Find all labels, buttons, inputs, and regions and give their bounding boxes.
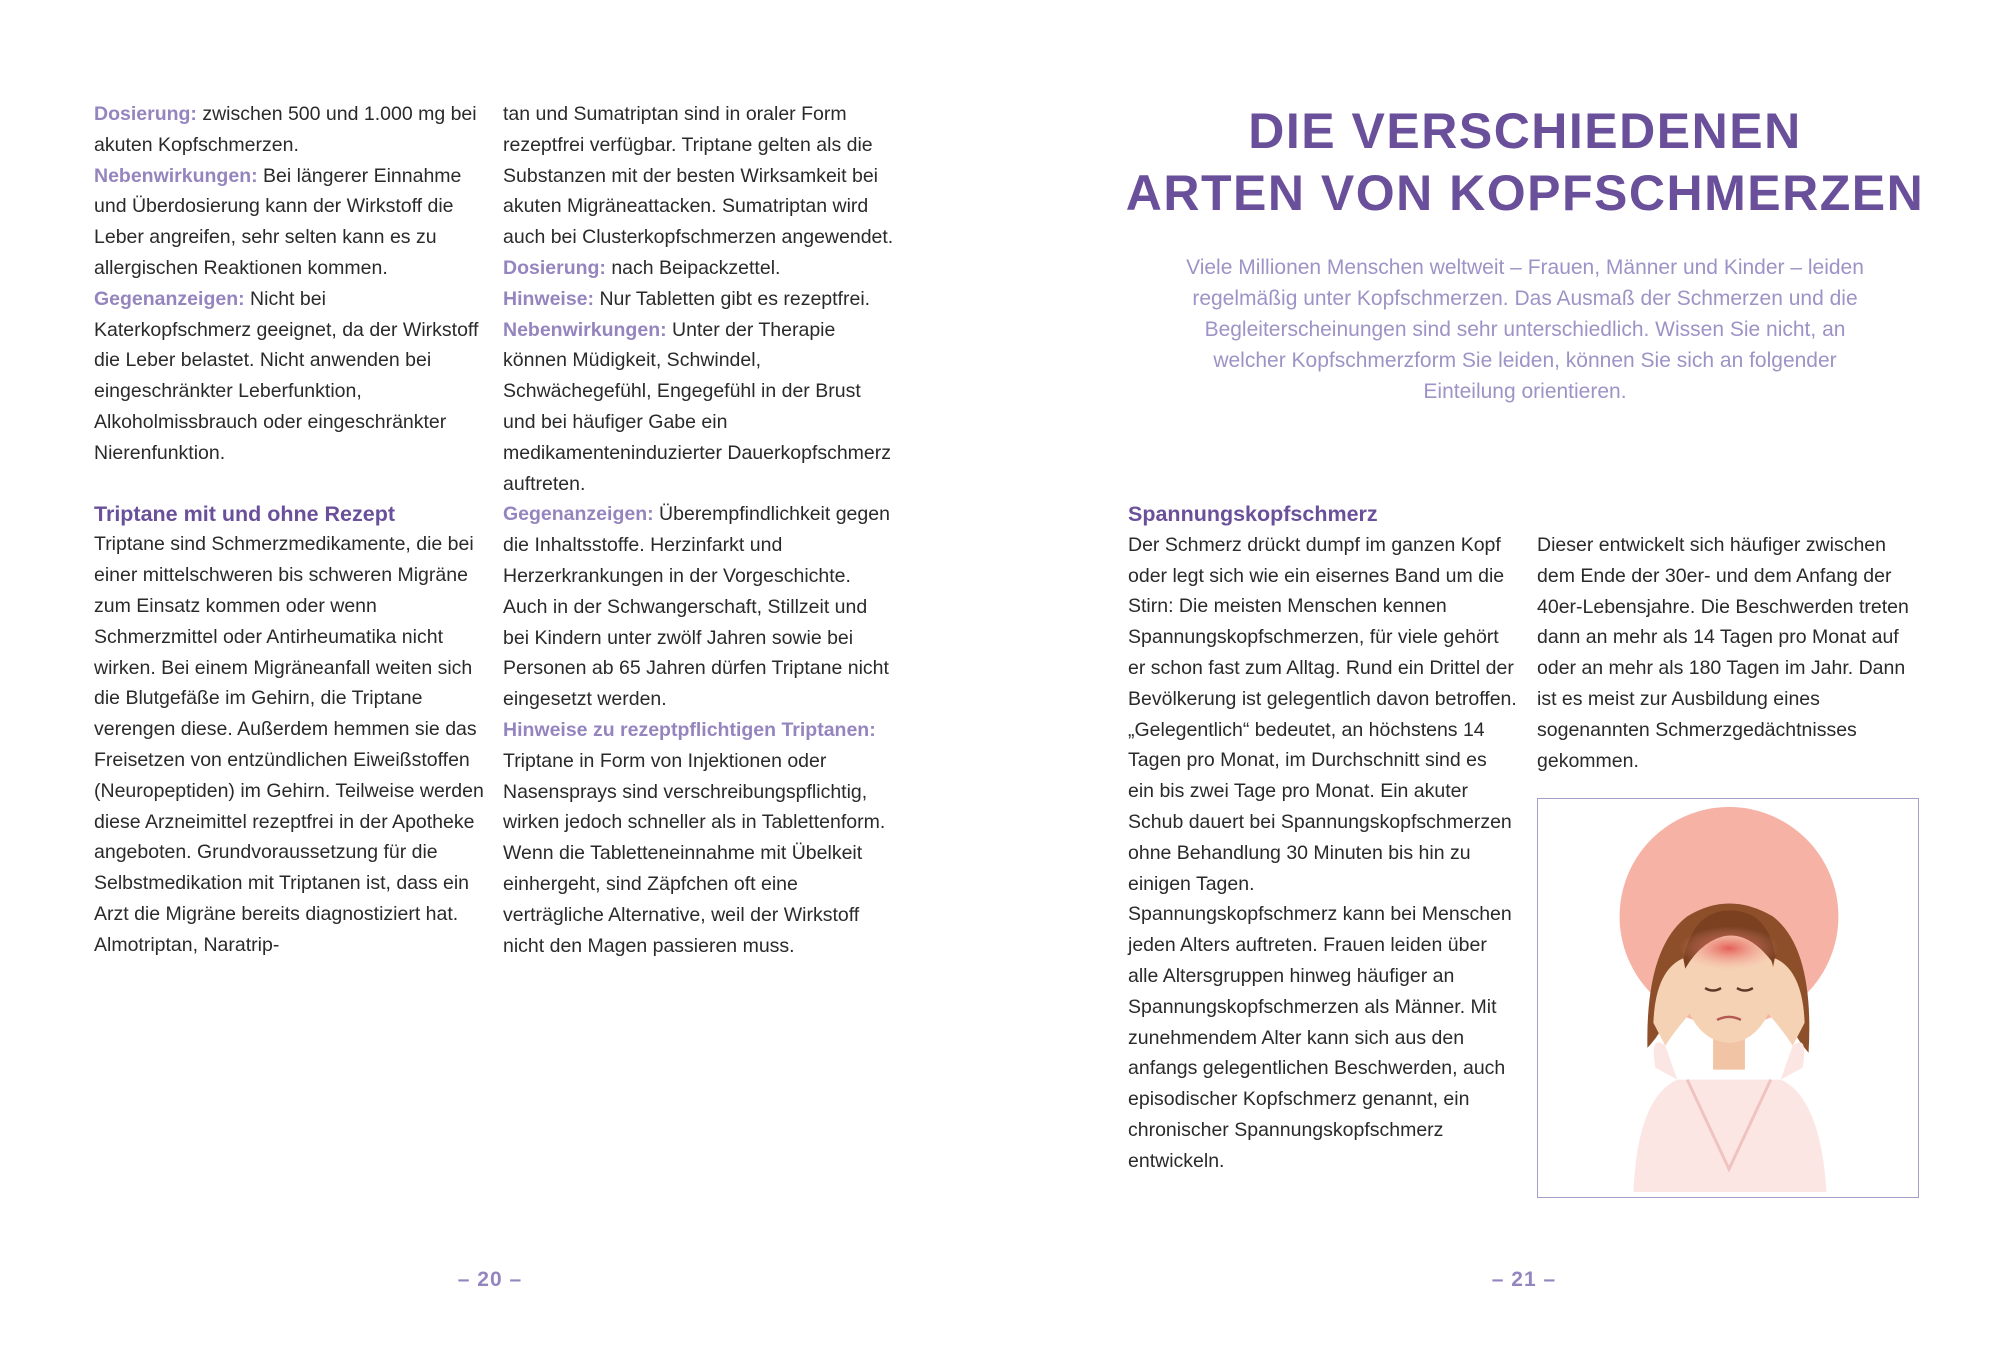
dosierung-paragraph-2	[503, 253, 895, 284]
dosierung-label: Dosierung:	[94, 103, 197, 125]
title-line-1: DIE VERSCHIEDENEN	[1248, 103, 1802, 159]
hinweise-rezeptpflichtig-label: Hinweise zu rezeptpflichtigen Triptanen:	[503, 718, 876, 741]
triptane-paragraph: Triptane sind Schmerzmedikamente, die bei einer mittelschweren bis schweren Migräne zum Einsatz kommen oder wenn Schmerzmittel oder Antirheumatika nicht wirken. Bei einem Migräneanfall weiten sich die Blutgefäße im Gehirn, die Triptane verengen diese. Außerdem hemmen sie das Freisetzen von entzündlichen Eiweißstoffen (Neuropeptiden) im Gehirn. Teilweise werden diese Arzneimittel rezeptfrei in der Apotheke angeboten. Grundvoraussetzung für die Selbstmedikation mit Triptanen ist, dass ein Arzt die Migräne bereits diagnostiziert hat. Almotriptan, Naratrip-	[94, 533, 484, 956]
left-column-1	[94, 99, 484, 961]
title-line-2: ARTEN VON KOPFSCHMERZEN	[1125, 165, 1925, 221]
page-number-right: – 21 –	[1491, 1268, 1557, 1291]
hinweise-text: Nur Tabletten gibt es rezeptfrei.	[594, 287, 871, 310]
hinweise-label: Hinweise:	[503, 287, 595, 310]
gegenanzeigen-label: Gegenanzeigen:	[94, 287, 245, 310]
gegenanzeigen-paragraph	[94, 284, 484, 469]
headache-woman-illustration	[1537, 798, 1919, 1198]
spannungskopfschmerz-heading: Spannungskopfschmerz	[1128, 502, 1378, 526]
gegenanzeigen-text-2: Überempfindlichkeit gegen die Inhaltsstoffe. Herzinfarkt und Herzerkrankungen in der Vorgeschichte. Auch in der Schwangerschaft, Stillzeit und bei Kindern unter zwölf Jahren sowie bei Personen ab 65 Jahren dürfen Triptane nicht eingesetzt werden.	[503, 503, 890, 711]
triptane-heading: Triptane mit und ohne Rezept	[94, 501, 396, 526]
spannungskopfschmerz-paragraph-1: Der Schmerz drückt dumpf im ganzen Kopf oder legt sich wie ein eisernes Band um die Stirn: Die meisten Menschen kennen Spannungskopfschmerzen, für viele gehört er schon fast zum Alltag. Rund ein Drittel der Bevölkerung ist gelegentlich davon betroffen. „Gelegentlich“ bedeutet, an höchstens 14 Tagen pro Monat, im Durchschnitt sind es ein bis zwei Tage pro Monat. Ein akuter Schub dauert bei Spannungskopfschmerzen ohne Behandlung 30 Minuten bis hin zu einigen Tagen.	[1128, 533, 1517, 895]
gegenanzeigen-text: Nicht bei Katerkopfschmerz geeignet, da der Wirkstoff die Leber belastet. Nicht anwenden bei eingeschränkter Leberfunktion, Alkoholmissbrauch oder eingeschränkter Nierenfunktion.	[94, 287, 479, 464]
nebenwirkungen-text-2: Unter der Therapie können Müdigkeit, Schwindel, Schwächegefühl, Engegefühl in der Brust und bei häufiger Gabe ein medikamenteninduzierter Dauerkopfschmerz auftreten.	[503, 318, 892, 495]
triptane-continued-paragraph: tan und Sumatriptan sind in oraler Form rezeptfrei verfügbar. Triptane gelten als die Substanzen mit der besten Wirksamkeit bei akuten Migräneattacken. Sumatriptan wird auch bei Clusterkopfschmerzen angewendet.	[503, 103, 894, 249]
gegenanzeigen-label-2: Gegenanzeigen:	[503, 503, 654, 526]
spannungskopfschmerz-paragraph-2: Spannungskopfschmerz kann bei Menschen jeden Alters auftreten. Frauen leiden über alle Altersgruppen hinweg häufiger an Spannungskopfschmerzen als Männer. Mit zunehmendem Alter kann sich aus den anfangs gelegentlichen Beschwerden, auch episodischer Kopfschmerz genannt, ein chronischer Spannungskopfschmerz entwickeln.	[1128, 903, 1512, 1172]
hinweise-rezeptpflichtig-paragraph	[503, 715, 895, 961]
nebenwirkungen-text: Bei längerer Einnahme und Überdosierung kann der Wirkstoff die Leber angreifen, sehr selten kann es zu allergischen Reaktionen kommen.	[94, 164, 462, 279]
intro-paragraph: Viele Millionen Menschen weltweit – Frauen, Männer und Kinder – leiden regelmäßig unter Kopfschmerzen. Das Ausmaß der Schmerzen und die Begleiterscheinungen sind sehr unterschiedlich. Wissen Sie nicht, an welcher Kopfschmerzform Sie leiden, können Sie sich an folgender Einteilung orientieren.	[1186, 256, 1864, 403]
nebenwirkungen-label: Nebenwirkungen:	[94, 164, 258, 187]
page-title	[1100, 100, 1950, 224]
nebenwirkungen-paragraph-2	[503, 315, 895, 500]
nebenwirkungen-paragraph	[94, 161, 484, 284]
nebenwirkungen-label-2: Nebenwirkungen:	[503, 318, 667, 341]
hinweise-rezeptpflichtig-text: Triptane in Form von Injektionen oder Nasensprays sind verschreibungspflichtig, wirken jedoch schneller als in Tablettenform. Wenn die Tabletteneinnahme mit Übelkeit einhergeht, sind Zäpfchen oft eine verträgliche Alternative, weil der Wirkstoff nicht den Magen passieren muss.	[503, 749, 886, 957]
hinweise-paragraph	[503, 284, 895, 315]
left-column-2	[503, 99, 895, 961]
dosierung-label-2: Dosierung:	[503, 256, 606, 279]
page-number-left: – 20 –	[457, 1268, 523, 1291]
spannungskopfschmerz-paragraph-3: Dieser entwickelt sich häufiger zwischen dem Ende der 30er- und dem Anfang der 40er-Lebensjahre. Die Beschwerden treten dann an mehr als 14 Tagen pro Monat auf oder an mehr als 180 Tagen im Jahr. Dann ist es meist zur Ausbildung eines sogenannten Schmerzgedächtnisses gekommen.	[1537, 534, 1909, 772]
dosierung-text-2: nach Beipackzettel.	[605, 256, 781, 279]
right-column-2	[1537, 530, 1927, 776]
right-column-1	[1128, 499, 1518, 1177]
gegenanzeigen-paragraph-2	[503, 499, 895, 715]
dosierung-text: zwischen 500 und 1.000 mg bei akuten Kopfschmerzen.	[94, 103, 477, 156]
dosierung-paragraph	[94, 99, 484, 161]
